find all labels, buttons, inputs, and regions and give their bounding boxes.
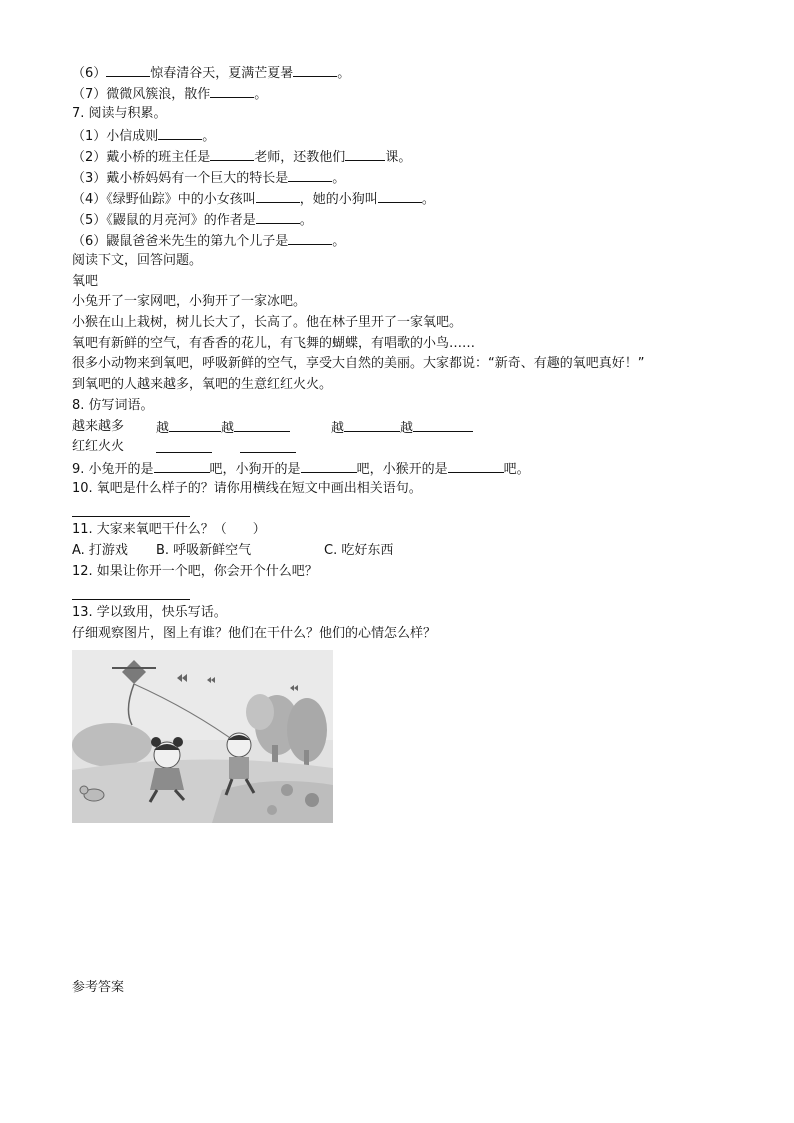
question-7-5: （5）《鼹鼠的月亮河》的作者是 。 <box>72 209 313 231</box>
q8-row1-blanks-a: 越 越 <box>156 417 290 439</box>
answer-blank[interactable] <box>234 417 290 432</box>
answer-blank[interactable] <box>256 209 300 224</box>
question-8-title: 8. 仿写词语。 <box>72 398 154 413</box>
answer-blank[interactable] <box>345 146 385 161</box>
answer-line[interactable] <box>72 599 190 600</box>
reading-paragraph-4: 很多小动物来到氧吧，呼吸新鲜的空气，享受大自然的美丽。大家都说：“新奇、有趣的氧吧真好！” <box>72 356 645 371</box>
question-13-prompt: 仔细观察图片，图上有谁？他们在干什么？他们的心情怎么样？ <box>72 626 437 641</box>
answer-blank[interactable] <box>169 417 221 432</box>
question-7-2: （2）戴小桥的班主任是 老师，还教他们 课。 <box>72 146 411 168</box>
reading-paragraph-3: 氧吧有新鲜的空气，有香香的花儿，有飞舞的蝴蝶，有唱歌的小鸟…… <box>72 336 476 351</box>
reading-paragraph-1: 小兔开了一家网吧，小狗开了一家冰吧。 <box>72 294 307 309</box>
answer-blank[interactable] <box>210 83 254 98</box>
reading-title: 氧吧 <box>72 274 99 289</box>
reading-intro: 阅读下文，回答问题。 <box>72 253 203 268</box>
answer-blank[interactable] <box>344 417 400 432</box>
question-11-options <box>72 541 393 561</box>
question-6-7: （7）微微风簇浪，散作 。 <box>72 83 267 105</box>
question-11: 11. 大家来氧吧干什么？（ ） <box>72 522 266 537</box>
answer-line[interactable] <box>72 516 190 517</box>
answer-blank[interactable] <box>154 458 210 473</box>
question-7-1: （1）小信成则 。 <box>72 125 215 147</box>
answer-blank[interactable] <box>158 125 202 140</box>
q8-row1-blanks-b: 越 越 <box>331 417 473 439</box>
answer-blank[interactable] <box>240 437 296 453</box>
answer-heading: 参考答案 <box>72 980 125 995</box>
answer-blank[interactable] <box>288 167 332 182</box>
q8-example-1: 越来越多 <box>72 419 125 434</box>
answer-blank[interactable] <box>378 188 422 203</box>
answer-blank[interactable] <box>256 188 300 203</box>
answer-blank[interactable] <box>106 62 150 77</box>
q8-example-2: 红红火火 <box>72 439 125 454</box>
reading-paragraph-2: 小猴在山上栽树，树儿长大了，长高了。他在林子里开了一家氧吧。 <box>72 315 463 330</box>
answer-blank[interactable] <box>448 458 504 473</box>
question-6-6: （6） 惊春清谷天，夏满芒夏暑 。 <box>72 62 350 84</box>
question-12: 12. 如果让你开一个吧，你会开个什么吧？ <box>72 564 318 579</box>
option-a[interactable]: A. 打游戏 <box>72 543 128 558</box>
question-7-6: （6）鼹鼠爸爸米先生的第九个儿子是 。 <box>72 230 345 252</box>
answer-blank[interactable] <box>288 230 332 245</box>
answer-blank[interactable] <box>413 417 473 432</box>
question-13-title: 13. 学以致用，快乐写话。 <box>72 605 227 620</box>
answer-blank[interactable] <box>301 458 357 473</box>
answer-blank[interactable] <box>156 437 212 453</box>
option-b[interactable]: B. 呼吸新鲜空气 <box>156 543 252 558</box>
option-c[interactable]: C. 吃好东西 <box>324 543 394 558</box>
question-10: 10. 氧吧是什么样子的？请你用横线在短文中画出相关语句。 <box>72 481 422 496</box>
question-7-4: （4）《绿野仙踪》中的小女孩叫 ，她的小狗叫 。 <box>72 188 435 210</box>
question-7-3: （3）戴小桥妈妈有一个巨大的特长是 。 <box>72 167 345 189</box>
answer-blank[interactable] <box>293 62 337 77</box>
question-7-title: 7. 阅读与积累。 <box>72 106 167 121</box>
answer-blank[interactable] <box>210 146 254 161</box>
kite-flying-illustration <box>72 650 333 823</box>
reading-paragraph-5: 到氧吧的人越来越多，氧吧的生意红红火火。 <box>72 377 333 392</box>
question-9: 9. 小兔开的是 吧，小狗开的是 吧，小猴开的是 吧。 <box>72 458 530 480</box>
